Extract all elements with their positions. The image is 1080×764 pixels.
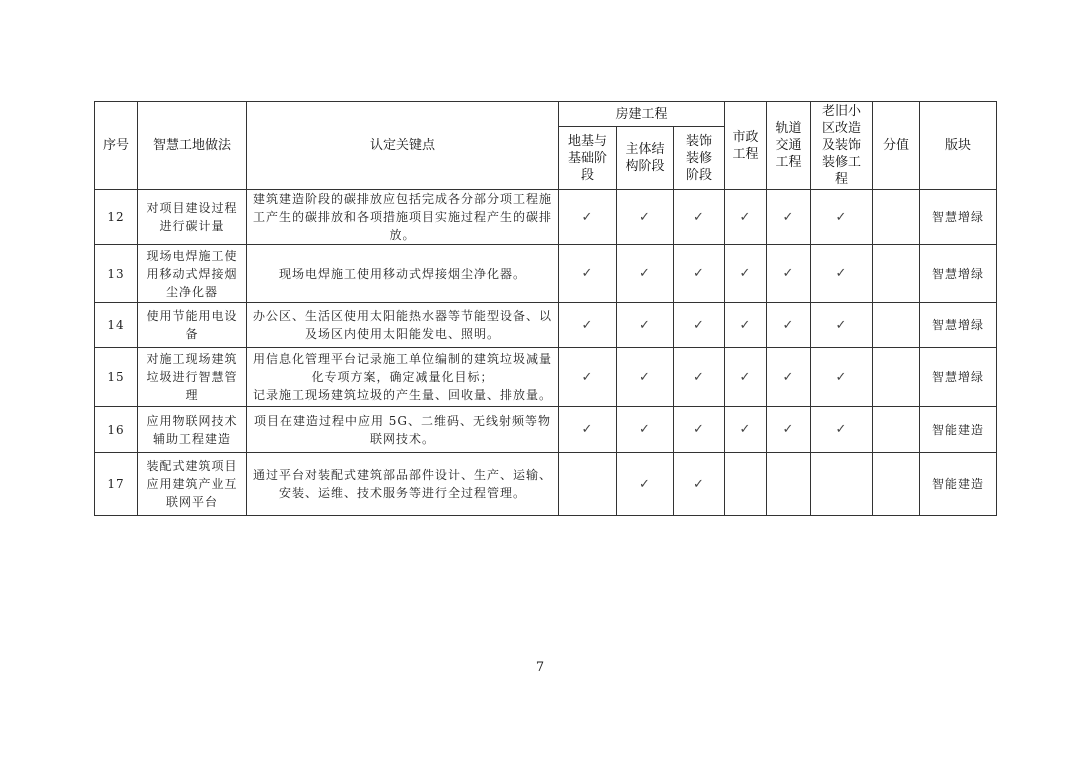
check-renovation bbox=[811, 303, 873, 348]
check-rail bbox=[767, 348, 811, 407]
check-mark-icon: ✓ bbox=[835, 422, 848, 437]
row-section: 智能建造 bbox=[920, 407, 997, 453]
table-row bbox=[95, 453, 997, 516]
row-index: 16 bbox=[95, 407, 138, 453]
table-row bbox=[95, 348, 997, 407]
check-decoration bbox=[674, 453, 725, 516]
check-municipal bbox=[725, 190, 767, 245]
row-practice: 使用节能用电设备 bbox=[138, 303, 247, 348]
header-housing: 房建工程 bbox=[559, 102, 725, 127]
check-mark-icon: ✓ bbox=[739, 266, 752, 281]
check-municipal bbox=[725, 245, 767, 303]
check-mark-icon: ✓ bbox=[782, 266, 795, 281]
check-municipal bbox=[725, 407, 767, 453]
row-score bbox=[873, 453, 920, 516]
check-mark-icon: ✓ bbox=[782, 317, 795, 333]
check-municipal bbox=[725, 453, 767, 516]
row-section: 智慧增绿 bbox=[920, 303, 997, 348]
check-mark-icon: ✓ bbox=[639, 209, 651, 225]
check-mark-icon: ✓ bbox=[581, 369, 594, 385]
row-practice: 对施工现场建筑垃圾进行智慧管理 bbox=[138, 348, 247, 407]
check-foundation bbox=[559, 407, 617, 453]
check-mark-icon: ✓ bbox=[693, 266, 705, 281]
table-row bbox=[95, 190, 997, 245]
row-practice: 对项目建设过程进行碳计量 bbox=[138, 190, 247, 245]
key-point-line: 记录施工现场建筑垃圾的产生量、回收量、排放量。 bbox=[252, 388, 552, 402]
row-practice: 装配式建筑项目应用建筑产业互联网平台 bbox=[138, 453, 247, 516]
check-renovation bbox=[811, 453, 873, 516]
check-mark-icon: ✓ bbox=[782, 209, 795, 225]
check-mark-icon: ✓ bbox=[782, 422, 795, 437]
check-mark-icon: ✓ bbox=[581, 209, 594, 225]
header-structure: 主体结构阶段 bbox=[617, 127, 674, 190]
row-score bbox=[873, 407, 920, 453]
check-foundation bbox=[559, 453, 617, 516]
row-score bbox=[873, 245, 920, 303]
check-mark-icon: ✓ bbox=[835, 369, 848, 385]
header-key-points: 认定关键点 bbox=[247, 102, 559, 190]
row-section: 智慧增绿 bbox=[920, 190, 997, 245]
header-renovation: 老旧小区改造及装饰装修工程 bbox=[811, 102, 873, 190]
check-rail bbox=[767, 453, 811, 516]
check-mark-icon: ✓ bbox=[835, 209, 848, 225]
check-renovation bbox=[811, 190, 873, 245]
header-foundation: 地基与基础阶段 bbox=[559, 127, 617, 190]
check-foundation bbox=[559, 303, 617, 348]
check-structure bbox=[617, 303, 674, 348]
page-number: 7 bbox=[535, 660, 545, 675]
check-municipal bbox=[725, 348, 767, 407]
row-score bbox=[873, 303, 920, 348]
check-renovation bbox=[811, 407, 873, 453]
header-index: 序号 bbox=[95, 102, 138, 190]
check-structure bbox=[617, 453, 674, 516]
row-practice: 应用物联网技术辅助工程建造 bbox=[138, 407, 247, 453]
check-mark-icon: ✓ bbox=[739, 422, 752, 437]
check-municipal bbox=[725, 303, 767, 348]
header-decoration: 装饰装修阶段 bbox=[674, 127, 725, 190]
check-mark-icon: ✓ bbox=[693, 317, 705, 333]
row-key-point: 项目在建造过程中应用 5G、二维码、无线射频等物联网技术。 bbox=[247, 407, 559, 453]
row-practice: 现场电焊施工使用移动式焊接烟尘净化器 bbox=[138, 245, 247, 303]
row-section: 智慧增绿 bbox=[920, 348, 997, 407]
check-mark-icon: ✓ bbox=[835, 266, 848, 281]
row-key-point bbox=[247, 348, 559, 407]
check-mark-icon: ✓ bbox=[639, 422, 651, 437]
header-municipal: 市政工程 bbox=[725, 102, 767, 190]
check-mark-icon: ✓ bbox=[693, 476, 705, 492]
row-score bbox=[873, 348, 920, 407]
check-mark-icon: ✓ bbox=[581, 317, 594, 333]
check-rail bbox=[767, 190, 811, 245]
table-row bbox=[95, 245, 997, 303]
row-key-point: 建筑建造阶段的碳排放应包括完成各分部分项工程施工产生的碳排放和各项措施项目实施过程产生的碳排放。 bbox=[247, 190, 559, 245]
header-practice: 智慧工地做法 bbox=[138, 102, 247, 190]
check-mark-icon: ✓ bbox=[693, 422, 705, 437]
check-decoration bbox=[674, 190, 725, 245]
check-structure bbox=[617, 407, 674, 453]
check-mark-icon: ✓ bbox=[581, 266, 594, 281]
row-key-point: 通过平台对装配式建筑部品部件设计、生产、运输、安装、运维、技术服务等进行全过程管理。 bbox=[247, 453, 559, 516]
check-mark-icon: ✓ bbox=[739, 209, 752, 225]
header-rail: 轨道交通工程 bbox=[767, 102, 811, 190]
check-mark-icon: ✓ bbox=[782, 369, 795, 385]
check-renovation bbox=[811, 348, 873, 407]
check-foundation bbox=[559, 348, 617, 407]
check-foundation bbox=[559, 190, 617, 245]
table-row bbox=[95, 407, 997, 453]
row-index: 13 bbox=[95, 245, 138, 303]
check-mark-icon: ✓ bbox=[693, 209, 705, 225]
check-mark-icon: ✓ bbox=[739, 317, 752, 333]
check-decoration bbox=[674, 303, 725, 348]
check-structure bbox=[617, 348, 674, 407]
check-mark-icon: ✓ bbox=[639, 317, 651, 333]
row-key-point: 现场电焊施工使用移动式焊接烟尘净化器。 bbox=[247, 245, 559, 303]
check-decoration bbox=[674, 245, 725, 303]
check-mark-icon: ✓ bbox=[639, 369, 651, 385]
row-index: 17 bbox=[95, 453, 138, 516]
row-index: 14 bbox=[95, 303, 138, 348]
check-foundation bbox=[559, 245, 617, 303]
check-rail bbox=[767, 407, 811, 453]
check-renovation bbox=[811, 245, 873, 303]
key-point-line: 用信息化管理平台记录施工单位编制的建筑垃圾减量化专项方案，确定减量化目标； bbox=[252, 352, 552, 384]
check-structure bbox=[617, 245, 674, 303]
row-index: 12 bbox=[95, 190, 138, 245]
criteria-table bbox=[94, 101, 997, 516]
row-score bbox=[873, 190, 920, 245]
row-section: 智慧增绿 bbox=[920, 245, 997, 303]
check-mark-icon: ✓ bbox=[693, 369, 705, 385]
check-rail bbox=[767, 303, 811, 348]
check-mark-icon: ✓ bbox=[639, 266, 651, 281]
row-index: 15 bbox=[95, 348, 138, 407]
check-mark-icon: ✓ bbox=[639, 476, 651, 492]
check-decoration bbox=[674, 348, 725, 407]
check-mark-icon: ✓ bbox=[835, 317, 848, 333]
header-score: 分值 bbox=[873, 102, 920, 190]
check-mark-icon: ✓ bbox=[581, 422, 594, 437]
check-structure bbox=[617, 190, 674, 245]
header-section: 版块 bbox=[920, 102, 997, 190]
row-section: 智能建造 bbox=[920, 453, 997, 516]
table-row bbox=[95, 303, 997, 348]
check-mark-icon: ✓ bbox=[739, 369, 752, 385]
check-rail bbox=[767, 245, 811, 303]
row-key-point: 办公区、生活区使用太阳能热水器等节能型设备、以及场区内使用太阳能发电、照明。 bbox=[247, 303, 559, 348]
check-decoration bbox=[674, 407, 725, 453]
